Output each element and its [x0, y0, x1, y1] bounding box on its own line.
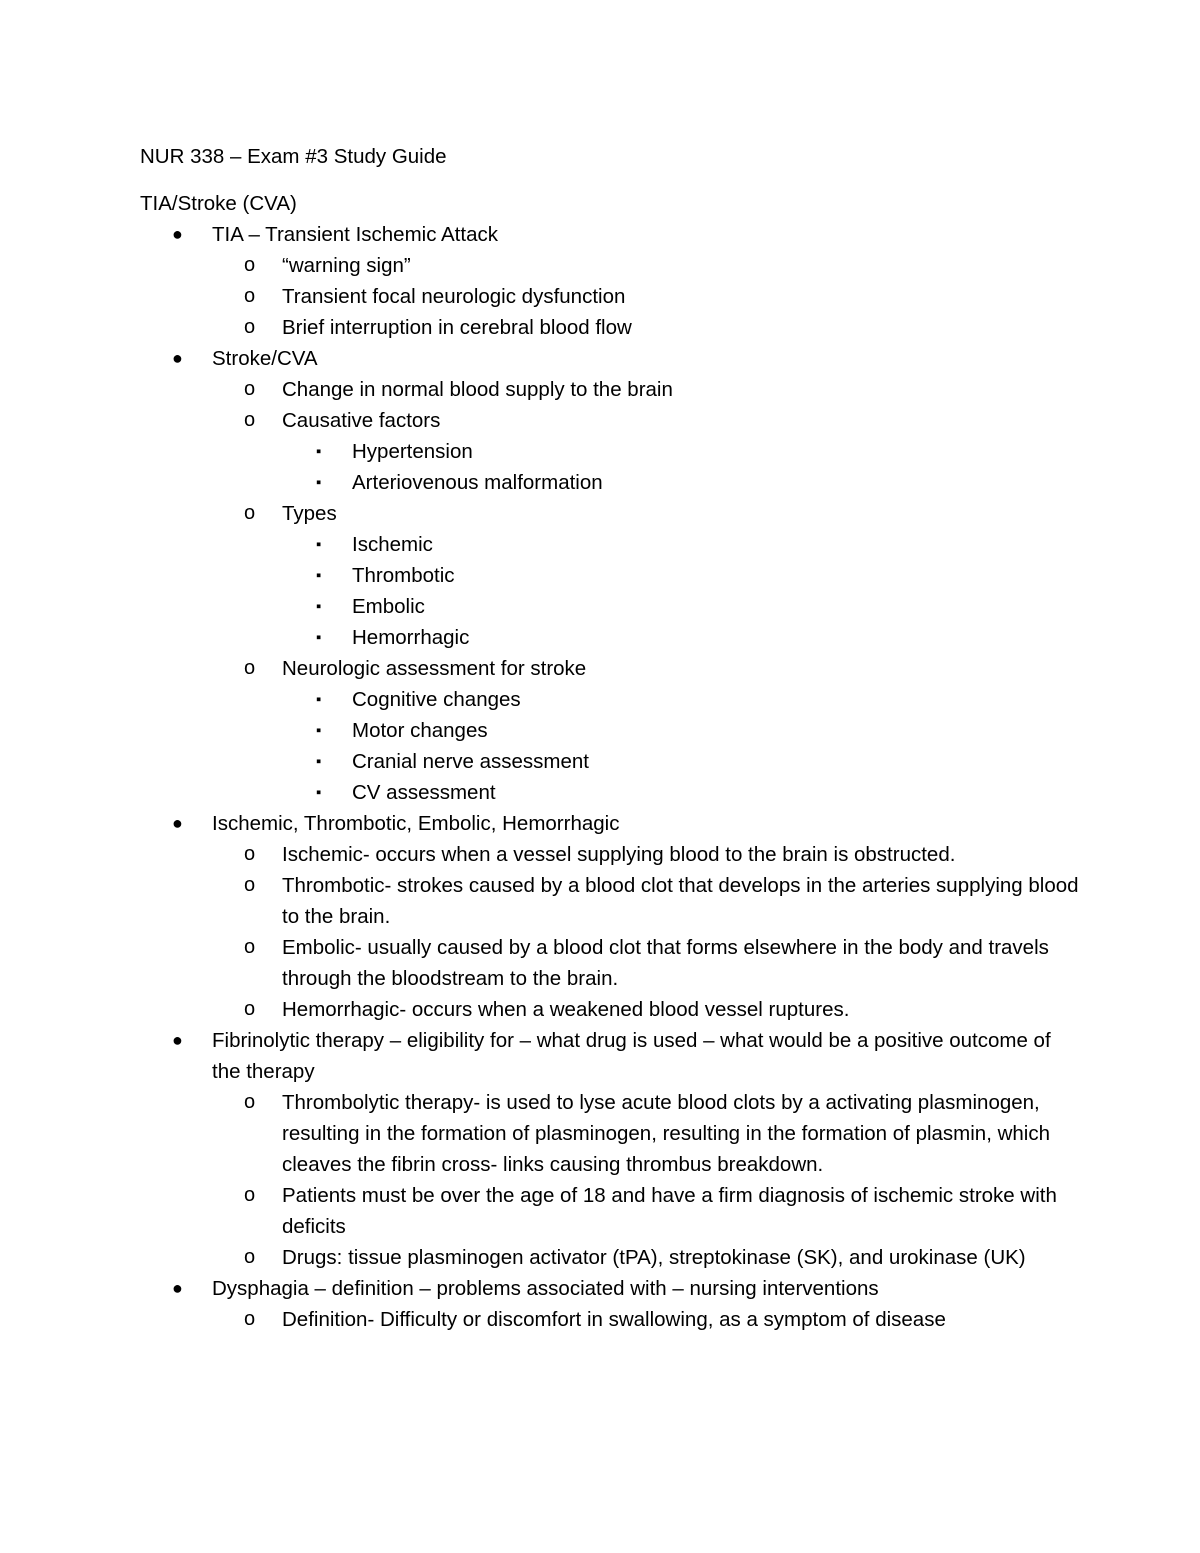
bullet-circle-icon: o — [244, 1184, 256, 1206]
bullet-circle-icon: o — [244, 316, 256, 338]
bullet-circle-icon: o — [244, 1091, 256, 1113]
outline-item-text: Embolic — [352, 595, 425, 618]
outline-item-level-2 — [140, 1304, 1080, 1335]
outline-item-level-1 — [140, 343, 1080, 374]
outline-item-level-3 — [140, 746, 1080, 777]
bullet-circle-icon: o — [244, 502, 256, 524]
bullet-dot-icon: ● — [172, 1278, 183, 1298]
bullet-circle-icon: o — [244, 843, 256, 865]
document-title: NUR 338 – Exam #3 Study Guide — [140, 145, 447, 168]
outline-item-text: Cranial nerve assessment — [352, 750, 589, 773]
outline-item-text: Neurologic assessment for stroke — [282, 657, 587, 680]
bullet-dot-icon: ● — [172, 1030, 183, 1050]
outline-item-level-2 — [140, 374, 1080, 405]
outline-item-text: Motor changes — [352, 719, 488, 742]
outline-item-level-1 — [140, 1273, 1080, 1304]
outline-item-level-2 — [140, 839, 1080, 870]
outline-item-text: Definition- Difficulty or discomfort in swallowing, as a symptom of disease — [282, 1308, 946, 1331]
outline-item-level-2 — [140, 870, 1080, 932]
bullet-square-icon: ▪ — [316, 753, 322, 770]
outline-item-text: CV assessment — [352, 781, 496, 804]
bullet-square-icon: ▪ — [316, 443, 322, 460]
outline-item-level-2 — [140, 312, 1080, 343]
bullet-circle-icon: o — [244, 1246, 256, 1268]
outline-item-level-2 — [140, 994, 1080, 1025]
outline-item-text: Ischemic- occurs when a vessel supplying blood to the brain is obstructed. — [282, 843, 956, 866]
outline-item-text: Dysphagia – definition – problems associated with – nursing interventions — [212, 1277, 879, 1300]
bullet-circle-icon: o — [244, 874, 256, 896]
outline-item-text: Hemorrhagic — [352, 626, 470, 649]
bullet-circle-icon: o — [244, 254, 256, 276]
bullet-circle-icon: o — [244, 285, 256, 307]
bullet-dot-icon: ● — [172, 813, 183, 833]
bullet-circle-icon: o — [244, 1308, 256, 1330]
outline-item-level-2 — [140, 250, 1080, 281]
outline-item-text: Fibrinolytic therapy – eligibility for – what drug is used – what would be a positive outcome of the therapy — [212, 1029, 1051, 1083]
bullet-square-icon: ▪ — [316, 784, 322, 801]
outline-item-text: “warning sign” — [282, 254, 411, 277]
outline-item-level-2 — [140, 1087, 1080, 1180]
outline-item-level-1 — [140, 1025, 1080, 1087]
bullet-circle-icon: o — [244, 936, 256, 958]
outline-item-text: TIA – Transient Ischemic Attack — [212, 223, 498, 246]
bullet-square-icon: ▪ — [316, 536, 322, 553]
outline-item-level-3 — [140, 715, 1080, 746]
outline-item-level-2 — [140, 653, 1080, 684]
outline-item-level-1 — [140, 219, 1080, 250]
bullet-square-icon: ▪ — [316, 598, 322, 615]
bullet-circle-icon: o — [244, 378, 256, 400]
outline-item-level-3 — [140, 684, 1080, 715]
outline-item-level-3 — [140, 467, 1080, 498]
outline-item-level-3 — [140, 622, 1080, 653]
outline-item-text: Thrombolytic therapy- is used to lyse acute blood clots by a activating plasminogen, resulting in the formation of plasminogen, resulting in the formation of plasmin, which cleaves the fibrin cross- links causing thrombus breakdown. — [282, 1091, 1051, 1176]
outline-item-level-2 — [140, 405, 1080, 436]
bullet-circle-icon: o — [244, 657, 256, 679]
outline-item-text: Drugs: tissue plasminogen activator (tPA), streptokinase (SK), and urokinase (UK) — [282, 1246, 1026, 1269]
outline-item-text: Change in normal blood supply to the brain — [282, 378, 673, 401]
bullet-dot-icon: ● — [172, 348, 183, 368]
bullet-square-icon: ▪ — [316, 691, 322, 708]
section-heading: TIA/Stroke (CVA) — [140, 192, 297, 215]
outline-item-level-2 — [140, 281, 1080, 312]
outline-item-level-3 — [140, 591, 1080, 622]
outline-item-text: Stroke/CVA — [212, 347, 318, 370]
outline-item-text: Brief interruption in cerebral blood flow — [282, 316, 632, 339]
bullet-circle-icon: o — [244, 998, 256, 1020]
outline-item-text: Thrombotic — [352, 564, 455, 587]
outline-item-text: Embolic- usually caused by a blood clot that forms elsewhere in the body and travels through the bloodstream to the brain. — [282, 936, 1049, 990]
outline-item-text: Transient focal neurologic dysfunction — [282, 285, 626, 308]
bullet-square-icon: ▪ — [316, 722, 322, 739]
outline-item-level-2 — [140, 932, 1080, 994]
outline-item-level-2 — [140, 1242, 1080, 1273]
bullet-square-icon: ▪ — [316, 629, 322, 646]
outline-item-text: Ischemic — [352, 533, 433, 556]
outline-item-level-3 — [140, 529, 1080, 560]
outline-item-text: Thrombotic- strokes caused by a blood clot that develops in the arteries supplying blood to the brain. — [282, 874, 1079, 928]
outline-item-text: Hemorrhagic- occurs when a weakened blood vessel ruptures. — [282, 998, 850, 1021]
outline-item-text: Patients must be over the age of 18 and have a firm diagnosis of ischemic stroke with deficits — [282, 1184, 1057, 1238]
bullet-dot-icon: ● — [172, 224, 183, 244]
outline-item-level-2 — [140, 498, 1080, 529]
outline-item-level-1 — [140, 808, 1080, 839]
outline-item-level-3 — [140, 560, 1080, 591]
outline-item-text: Arteriovenous malformation — [352, 471, 603, 494]
bullet-circle-icon: o — [244, 409, 256, 431]
bullet-square-icon: ▪ — [316, 474, 322, 491]
outline-item-level-3 — [140, 436, 1080, 467]
outline-list — [140, 219, 1080, 1335]
outline-item-text: Ischemic, Thrombotic, Embolic, Hemorrhagic — [212, 812, 620, 835]
bullet-square-icon: ▪ — [316, 567, 322, 584]
document-body — [140, 141, 1080, 1335]
outline-item-text: Cognitive changes — [352, 688, 521, 711]
outline-item-text: Types — [282, 502, 337, 525]
outline-item-level-2 — [140, 1180, 1080, 1242]
outline-item-text: Causative factors — [282, 409, 441, 432]
outline-item-level-3 — [140, 777, 1080, 808]
outline-item-text: Hypertension — [352, 440, 473, 463]
